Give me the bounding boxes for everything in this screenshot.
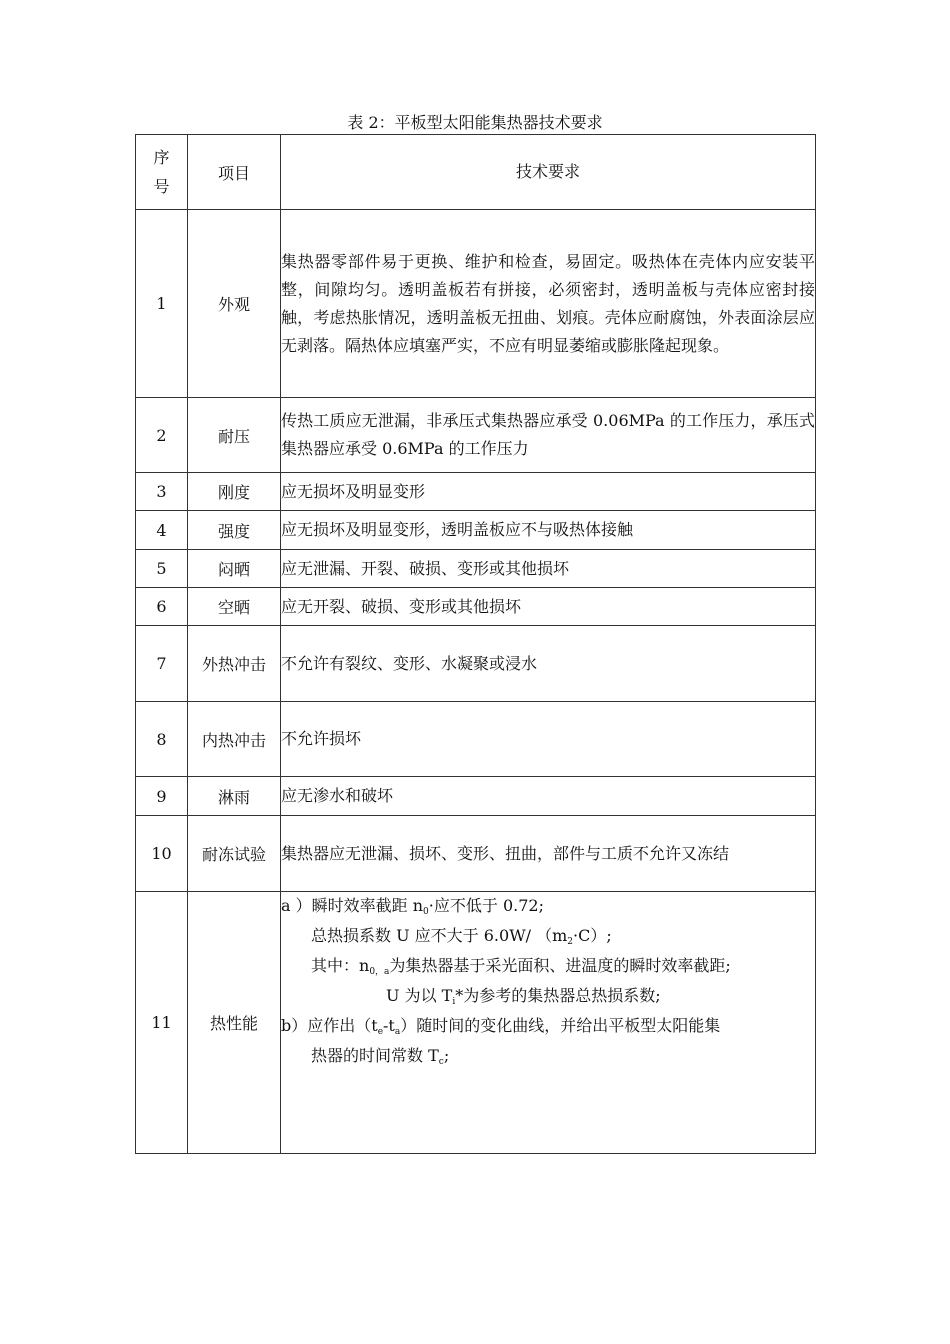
row-item: 刚度: [188, 473, 281, 511]
row-req: 集热器应无泄漏、损坏、变形、扭曲，部件与工质不允许又冻结: [281, 816, 816, 892]
header-req: 技术要求: [281, 135, 816, 210]
header-item: 项目: [188, 135, 281, 210]
row-item: 内热冲击: [188, 702, 281, 777]
thermal-line-c: 热器的时间常数 $T_c$;: [311, 1046, 450, 1067]
row-req: 应无开裂、破损、变形或其他损坏: [281, 588, 816, 626]
table-row: [136, 511, 816, 550]
table-row: [136, 626, 816, 702]
table-caption: 表 2：平板型太阳能集热器技术要求: [347, 113, 603, 132]
table-row: [136, 210, 816, 398]
table-row: [136, 702, 816, 777]
row-item: 耐压: [188, 398, 281, 473]
table-row: [136, 588, 816, 626]
row-req: 应无损坏及明显变形: [281, 473, 816, 511]
row-no: 2: [136, 398, 188, 473]
header-no: [136, 135, 188, 210]
row-item: 空晒: [188, 588, 281, 626]
row-no: 6: [136, 588, 188, 626]
row-no: 8: [136, 702, 188, 777]
row-item: 闷晒: [188, 550, 281, 588]
thermal-line-u-def: U 为以 $T_i*$为参考的集热器总热损系数;: [386, 986, 661, 1007]
row-req: 不允许有裂纹、变形、水凝聚或浸水: [281, 626, 816, 702]
row-no: 5: [136, 550, 188, 588]
row-req: 应无泄漏、开裂、破损、变形或其他损坏: [281, 550, 816, 588]
row-item: 强度: [188, 511, 281, 550]
thermal-line-b: b）应作出$(t_e-t_a)$随时间的变化曲线，并给出平板型太阳能集: [281, 1016, 721, 1037]
row-req: 应无损坏及明显变形，透明盖板应不与吸热体接触: [281, 511, 816, 550]
row-item: 外热冲击: [188, 626, 281, 702]
row-no: 4: [136, 511, 188, 550]
thermal-line-a: a ）瞬时效率截距 $n_0\cdot$应不低于 0.72;: [281, 896, 544, 917]
table-row: [136, 816, 816, 892]
table-row: [136, 892, 816, 1154]
table-header-row: [136, 135, 816, 210]
row-no: 9: [136, 777, 188, 816]
row-no: 1: [136, 210, 188, 398]
row-req: 集热器零部件易于更换、维护和检查，易固定。吸热体在壳体内应安装平整，间隙均匀。透明盖板若有拼接，必须密封，透明盖板与壳体应密封接触，考虑热胀情况，透明盖板无扭曲、划痕。壳体应耐腐蚀，外表面涂层应无剥落。隔热体应填塞严实，不应有明显萎缩或膨胀隆起现象。: [281, 210, 816, 398]
row-req: 应无渗水和破坏: [281, 777, 816, 816]
row-no: 3: [136, 473, 188, 511]
thermal-line-u: 总热损系数 U 应不大于 6.0W/ $(m_2\cdot C)$;: [311, 926, 612, 947]
row-no: 10: [136, 816, 188, 892]
row-req: 不允许损坏: [281, 702, 816, 777]
row-no: 11: [136, 892, 188, 1154]
row-item: 淋雨: [188, 777, 281, 816]
header-no-line2: 号: [153, 177, 170, 196]
table-row: [136, 777, 816, 816]
row-item: 热性能: [188, 892, 281, 1154]
row-req: 传热工质应无泄漏，非承压式集热器应承受 0.06MPa 的工作压力，承压式集热器应承受 0.6MPa 的工作压力: [281, 398, 816, 473]
row-item: 外观: [188, 210, 281, 398]
thermal-line-where: 其中：$n_{0,a}$为集热器基于采光面积、进温度的瞬时效率截距;: [311, 956, 731, 977]
spec-table: [135, 134, 816, 1154]
table-row: [136, 398, 816, 473]
row-req-thermal: [281, 892, 816, 1154]
table-row: [136, 473, 816, 511]
header-no-line1: 序: [153, 148, 170, 167]
table-row: [136, 550, 816, 588]
row-item: 耐冻试验: [188, 816, 281, 892]
row-no: 7: [136, 626, 188, 702]
